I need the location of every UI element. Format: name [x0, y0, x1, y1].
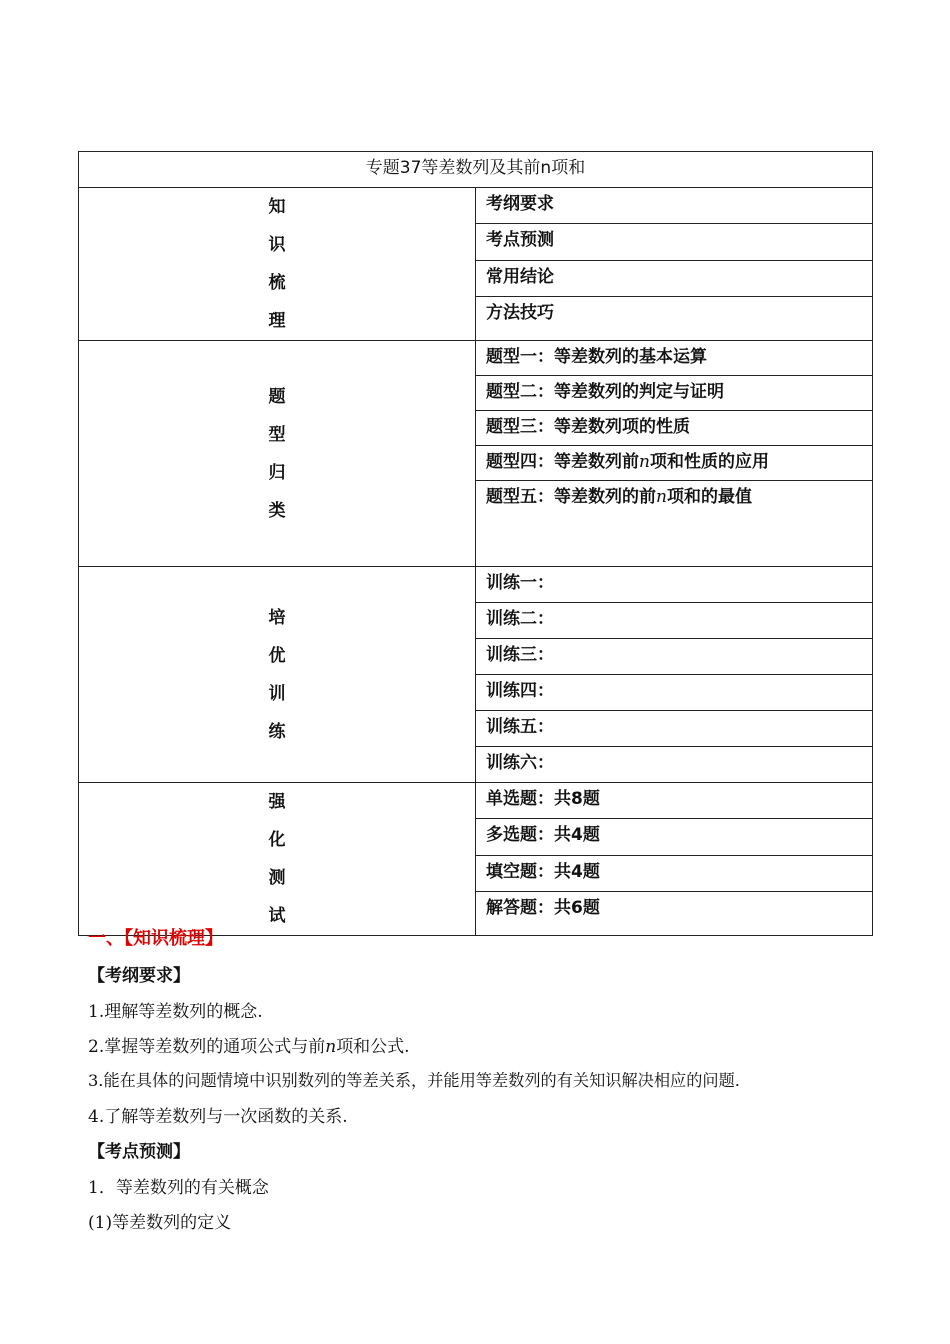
table-row: 方法技巧	[476, 297, 873, 341]
paragraph: 1.理解等差数列的概念.	[88, 1002, 263, 1022]
paragraph: (1)等差数列的定义	[88, 1213, 232, 1233]
table-row: 单选题：共8题	[476, 783, 873, 819]
category-char: 练	[268, 721, 286, 742]
category-char: 优	[268, 645, 286, 666]
table-row: 训练一：	[476, 567, 873, 603]
table-row: 训练二：	[476, 603, 873, 639]
category-char: 梳	[268, 273, 286, 293]
table-row: 考点预测	[476, 224, 873, 260]
table-row: 题型二：等差数列的判定与证明	[476, 376, 873, 411]
category-char: 测	[268, 868, 286, 888]
category-char: 类	[268, 500, 286, 521]
category-question-types	[79, 341, 476, 567]
table-row: 训练四：	[476, 675, 873, 711]
paragraph: 1．等差数列的有关概念	[88, 1178, 269, 1198]
category-test	[79, 783, 476, 936]
category-training	[79, 567, 476, 783]
category-char: 试	[268, 906, 286, 926]
table-row: 题型五：等差数列的前n项和的最值	[476, 481, 873, 567]
table-row: 多选题：共4题	[476, 819, 873, 855]
category-char: 知	[268, 197, 286, 217]
table-title: 专题37等差数列及其前n项和	[79, 152, 873, 188]
paragraph: 4.了解等差数列与一次函数的关系.	[88, 1107, 348, 1127]
category-char: 化	[268, 830, 286, 850]
paragraph: 2.掌握等差数列的通项公式与前n项和公式.	[88, 1037, 410, 1057]
table-row: 题型四：等差数列前n项和性质的应用	[476, 446, 873, 481]
subheading-syllabus: 【考纲要求】	[88, 966, 190, 986]
table-row: 题型三：等差数列项的性质	[476, 411, 873, 446]
category-char: 培	[268, 607, 286, 628]
table-row: 考纲要求	[476, 188, 873, 224]
table-row: 填空题：共4题	[476, 855, 873, 891]
category-char: 理	[268, 311, 286, 331]
table-row: 训练三：	[476, 639, 873, 675]
outline-table	[78, 151, 873, 936]
category-char: 识	[268, 235, 286, 255]
category-char: 归	[268, 462, 286, 483]
paragraph: 3.能在具体的问题情境中识别数列的等差关系，并能用等差数列的有关知识解决相应的问题.	[88, 1071, 740, 1090]
table-row: 题型一：等差数列的基本运算	[476, 341, 873, 376]
subheading-forecast: 【考点预测】	[88, 1142, 190, 1162]
table-row: 训练六：	[476, 747, 873, 783]
table-row: 解答题：共6题	[476, 892, 873, 936]
section-heading: 一、【知识梳理】	[88, 928, 223, 949]
category-char: 型	[268, 424, 286, 445]
category-char: 强	[268, 792, 286, 812]
table-row: 训练五：	[476, 711, 873, 747]
table-row: 常用结论	[476, 260, 873, 296]
category-char: 题	[268, 386, 286, 407]
category-char: 训	[268, 683, 286, 704]
category-knowledge	[79, 188, 476, 341]
